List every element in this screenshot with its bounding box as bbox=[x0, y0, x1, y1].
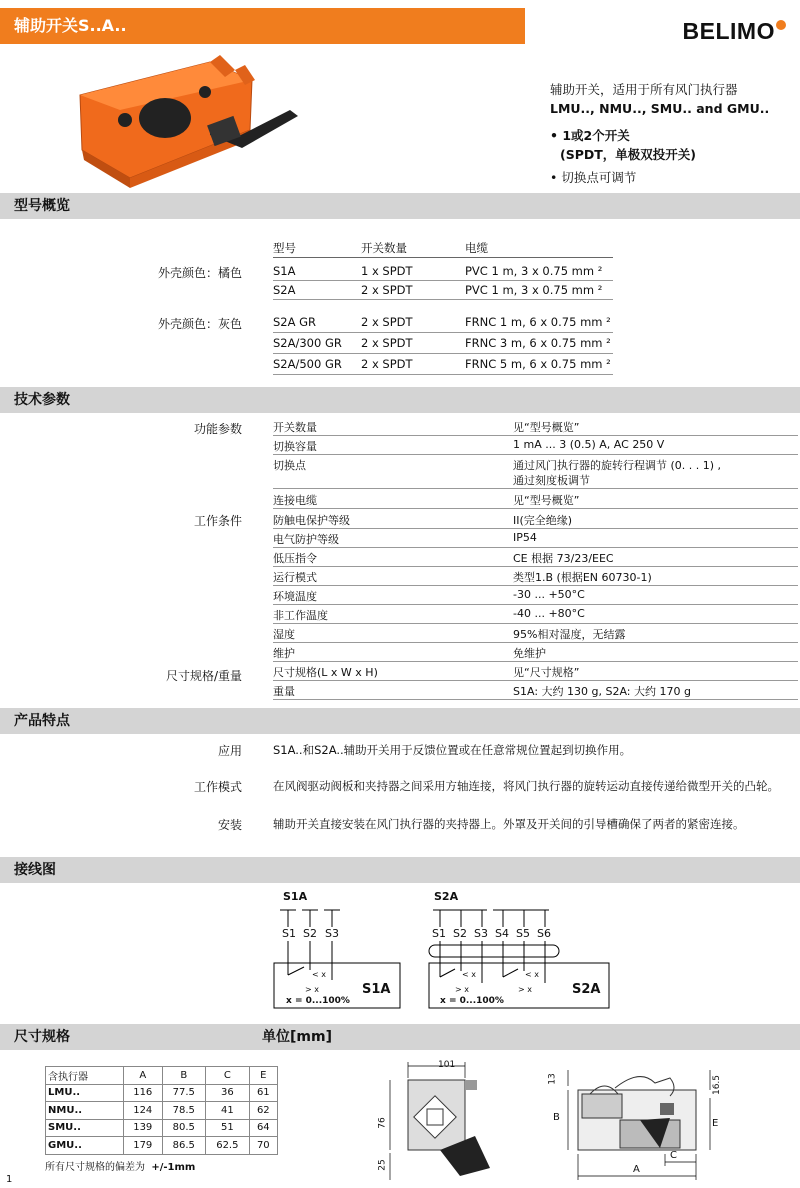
s2a-lt-2: < x bbox=[525, 970, 539, 979]
table-row: GMU.. 179 86.5 62.5 70 bbox=[46, 1137, 278, 1155]
table-row: S2A GR 2 x SPDT FRNC 1 m, 6 x 0.75 mm ² bbox=[273, 312, 613, 333]
s2a-range: x = 0...100% bbox=[440, 996, 504, 1006]
dim-76: 76 bbox=[377, 1117, 388, 1129]
s2a-terminal-3: S3 bbox=[474, 927, 488, 940]
section-overview: 型号概览 bbox=[0, 193, 800, 219]
table-row: 电气防护等级 IP54 bbox=[273, 529, 798, 548]
dims-note: 所有尺寸规格的偏差为 +/-1mm bbox=[45, 1162, 196, 1173]
dim-B: B bbox=[553, 1112, 560, 1123]
table-row: S2A/300 GR 2 x SPDT FRNC 3 m, 6 x 0.75 mm ² bbox=[273, 333, 613, 354]
label-dim: 尺寸规格/重量 bbox=[165, 669, 242, 683]
feature-label: 应用 bbox=[217, 744, 242, 758]
s2a-gt-1: > x bbox=[455, 985, 469, 994]
dims-table bbox=[45, 1066, 278, 1155]
feature-text: S1A..和S2A..辅助开关用于反馈位置或在任意常规位置起到切换作用。 bbox=[273, 743, 632, 757]
s2a-gt-2: > x bbox=[518, 985, 532, 994]
label-func: 功能参数 bbox=[193, 422, 242, 436]
s1a-terminal-3: S3 bbox=[325, 927, 339, 940]
s2a-terminal-5: S5 bbox=[516, 927, 530, 940]
table-row: 防触电保护等级 II(完全绝缘) bbox=[273, 509, 798, 529]
s1a-title: S1A bbox=[283, 890, 308, 903]
overview-table: 型号 开关数量 电缆 S1A 1 x SPDT PVC 1 m, 3 x 0.75 mm ² S2A 2 x SPDT PVC 1 m, 3 x 0.75 mm ² S2A GR 2 x SPDT FRNC 1 m, 6 x 0.75 mm ² S2A/300 GR 2 x SPDT FRNC 3 m, 6 x 0.75 mm ² S2A/500 GR 2 x SPDT FRNC 5 m, 6 x 0.75 mm ² bbox=[273, 240, 613, 375]
table-row: S2A/500 GR 2 x SPDT FRNC 5 m, 6 x 0.75 mm ² bbox=[273, 354, 613, 375]
product-image bbox=[60, 50, 310, 190]
table-row: 连接电缆 见“型号概览” bbox=[273, 489, 798, 509]
dim-101: 101 bbox=[438, 1060, 456, 1070]
table-row: 开关数量 见“型号概览” bbox=[273, 417, 798, 436]
table-row: SMU.. 139 80.5 51 64 bbox=[46, 1119, 278, 1137]
section-features: 产品特点 bbox=[0, 708, 800, 734]
feature-label: 安装 bbox=[217, 818, 242, 832]
table-row: S1A 1 x SPDT PVC 1 m, 3 x 0.75 mm ² bbox=[273, 262, 613, 281]
belimo-logo: BELIMO bbox=[683, 18, 786, 45]
intro-bullet1: • 1或2个开关 bbox=[550, 128, 630, 143]
dim-E: E bbox=[712, 1118, 719, 1129]
dimension-drawing-side bbox=[560, 1058, 735, 1183]
table-row: LMU.. 116 77.5 36 61 bbox=[46, 1084, 278, 1102]
dims-unit: 单位[mm] bbox=[262, 1029, 332, 1045]
label-orange: 外壳颜色：橘色 bbox=[157, 266, 242, 280]
s1a-lt: < x bbox=[312, 970, 326, 979]
table-row: S2A 2 x SPDT PVC 1 m, 3 x 0.75 mm ² bbox=[273, 281, 613, 300]
dim-25: 25 bbox=[377, 1159, 388, 1171]
table-row: 运行模式 类型1.B (根据EN 60730-1) bbox=[273, 567, 798, 586]
intro-bullet2: • 切换点可调节 bbox=[550, 170, 637, 185]
s2a-terminal-4: S4 bbox=[495, 927, 509, 940]
table-row: 维护 免维护 bbox=[273, 643, 798, 662]
s2a-terminal-2: S2 bbox=[453, 927, 467, 940]
s1a-terminal-1: S1 bbox=[282, 927, 296, 940]
section-wiring: 接线图 bbox=[0, 857, 800, 883]
s1a-range: x = 0...100% bbox=[286, 996, 350, 1006]
table-row: 湿度 95%相对湿度，无结露 bbox=[273, 624, 798, 643]
table-row: 切换点 通过风门执行器的旋转行程调节 (0. . . 1) , 通过刻度板调节 bbox=[273, 455, 798, 489]
s1a-terminal-2: S2 bbox=[303, 927, 317, 940]
label-grey: 外壳颜色：灰色 bbox=[157, 317, 242, 331]
table-row: 含执行器 A B C E bbox=[46, 1067, 278, 1085]
s2a-title: S2A bbox=[434, 890, 459, 903]
page-number: 1 bbox=[6, 1174, 13, 1185]
table-row: 重量 S1A: 大约 130 g, S2A: 大约 170 g bbox=[273, 681, 798, 700]
dim-C: C bbox=[670, 1150, 677, 1161]
s1a-gt: > x bbox=[305, 985, 319, 994]
page-title: 辅助开关S..A.. bbox=[0, 8, 525, 44]
s2a-lt-1: < x bbox=[462, 970, 476, 979]
intro-bullet1b: (SPDT，单极双投开关) bbox=[560, 147, 696, 162]
s1a-box-label: S1A bbox=[362, 982, 391, 997]
section-dims: 尺寸规格 单位[mm] bbox=[0, 1024, 800, 1050]
intro-line1: 辅助开关，适用于所有风门执行器 bbox=[550, 82, 738, 97]
dim-A: A bbox=[633, 1164, 640, 1175]
feature-text: 辅助开关直接安装在风门执行器的夹持器上。外罩及开关间的引导槽确保了两者的紧密连接。 bbox=[273, 817, 745, 831]
dim-13: 13 bbox=[547, 1073, 558, 1085]
dimension-drawing-front bbox=[377, 1058, 500, 1183]
s2a-terminal-1: S1 bbox=[432, 927, 446, 940]
s2a-box-label: S2A bbox=[572, 982, 601, 997]
feature-label: 工作模式 bbox=[193, 780, 242, 794]
tech-table bbox=[273, 417, 798, 700]
section-tech: 技术参数 bbox=[0, 387, 800, 413]
intro-line2: LMU.., NMU.., SMU.. and GMU.. bbox=[550, 101, 770, 116]
s2a-terminal-6: S6 bbox=[537, 927, 551, 940]
table-row: NMU.. 124 78.5 41 62 bbox=[46, 1102, 278, 1120]
table-row: 低压指令 CE 根据 73/23/EEC bbox=[273, 548, 798, 567]
table-row: 切换容量 1 mA ... 3 (0.5) A, AC 250 V bbox=[273, 436, 798, 455]
table-row: 非工作温度 -40 ... +80°C bbox=[273, 605, 798, 624]
label-work: 工作条件 bbox=[193, 514, 242, 528]
dim-16-5: 16.5 bbox=[712, 1074, 723, 1096]
feature-text: 在风阀驱动阀板和夹持器之间采用方轴连接，将风门执行器的旋转运动直接传递给微型开关的凸轮。 bbox=[273, 779, 779, 793]
table-row: 环境温度 -30 ... +50°C bbox=[273, 586, 798, 605]
table-row: 尺寸规格(L x W x H) 见“尺寸规格” bbox=[273, 662, 798, 681]
